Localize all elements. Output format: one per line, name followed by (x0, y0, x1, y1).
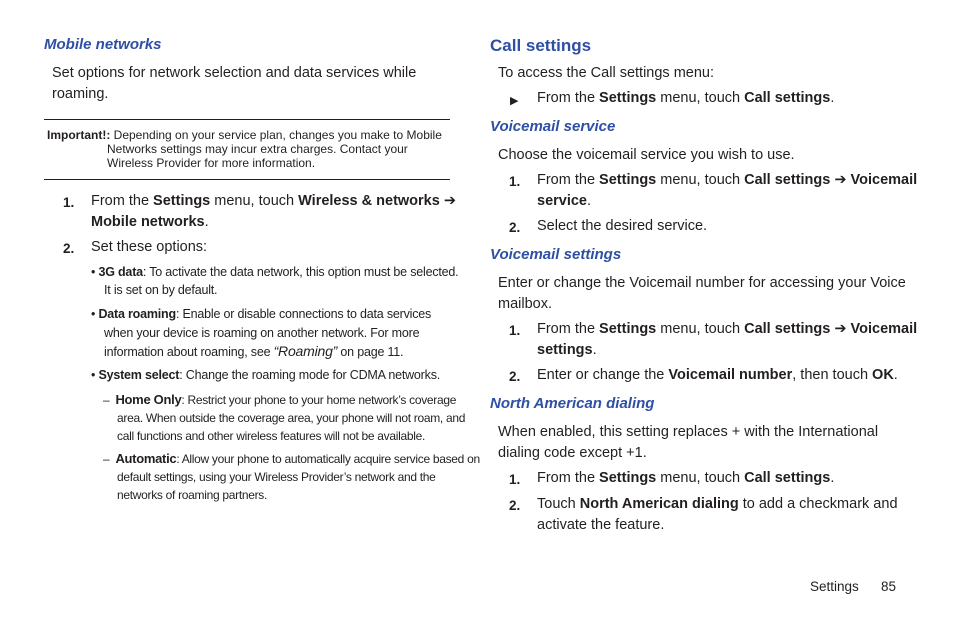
vm-settings-step-1-line-1: From the Settings menu, touch Call settings ➔ Voicemail (537, 321, 918, 337)
na-dialing-step-2-line-2: activate the feature. (537, 517, 665, 533)
sub-automatic-line-3: networks of roaming partners. (117, 488, 268, 502)
bullet-data-roaming: • Data roaming: Enable or disable connections to data services (91, 307, 432, 321)
na-dialing-intro-line-1: When enabled, this setting replaces + with the International (498, 424, 879, 440)
call-settings-access-text: To access the Call settings menu: (498, 65, 714, 81)
step-number: 1. (509, 174, 521, 189)
step-number: 2. (63, 241, 75, 256)
sub-home-only: – Home Only: Restrict your phone to your home network’s coverage (103, 392, 457, 407)
page-number: 85 (881, 579, 897, 594)
important-line-2: Networks settings may incur extra charges. Contact your (107, 142, 408, 156)
vm-service-step-2: Select the desired service. (537, 218, 708, 234)
bullet-data-roaming-line-2: when your device is roaming on another network. For more (104, 326, 420, 340)
important-line-3: Wireless Provider for more information. (107, 156, 316, 170)
step-number: 1. (509, 472, 521, 487)
step-number: 2. (509, 220, 521, 235)
step-1-line-2: Mobile networks. (91, 214, 209, 230)
bullet-system-select: • System select: Change the roaming mode for CDMA networks. (91, 368, 441, 382)
step-2-text: Set these options: (91, 239, 208, 255)
step-1-line-1: From the Settings menu, touch Wireless & networks ➔ (91, 193, 456, 209)
footer-section-name: Settings (810, 579, 859, 594)
step-number: 1. (509, 323, 521, 338)
important-note: Important!: Depending on your service plan, changes you make to Mobile (47, 128, 442, 142)
na-dialing-step-1: From the Settings menu, touch Call settings. (537, 470, 835, 486)
na-dialing-intro-line-2: dialing code except +1. (498, 445, 647, 461)
roaming-reference-link: “Roaming” (273, 343, 338, 359)
vm-service-step-1-line-1: From the Settings menu, touch Call settings ➔ Voicemail (537, 172, 918, 188)
step-number: 1. (63, 195, 75, 210)
voicemail-settings-intro-line-2: mailbox. (498, 296, 552, 312)
vm-service-step-1-line-2: service. (537, 193, 592, 209)
bullet-3g-data-line-2: It is set on by default. (104, 283, 218, 297)
vm-settings-step-1-line-2: settings. (537, 342, 597, 358)
voicemail-service-intro: Choose the voicemail service you wish to use. (498, 147, 795, 163)
sub-home-only-line-2: area. When outside the coverage area, your phone will not roam, and (117, 411, 466, 425)
section-title-north-american-dialing: North American dialing (490, 395, 655, 412)
triangle-bullet-icon: ▶ (510, 95, 519, 107)
section-title-voicemail-service: Voicemail service (490, 118, 616, 135)
sub-home-only-line-3: call functions and other wireless features will not be available. (117, 429, 426, 443)
important-label: Important!: (47, 128, 111, 142)
step-number: 2. (509, 498, 521, 513)
access-step: From the Settings menu, touch Call settings. (537, 90, 835, 106)
voicemail-settings-intro-line-1: Enter or change the Voicemail number for accessing your Voice (498, 275, 906, 291)
important-bottom-rule (44, 179, 450, 180)
vm-settings-step-2: Enter or change the Voicemail number, then touch OK. (537, 367, 898, 383)
bullet-3g-data: • 3G data: To activate the data network, this option must be selected. (91, 265, 459, 279)
sub-automatic-line-2: default settings, using your Wireless Provider’s network and the (117, 470, 436, 484)
na-dialing-step-2-line-1: Touch North American dialing to add a checkmark and (537, 496, 898, 512)
section-title-mobile-networks: Mobile networks (44, 36, 162, 53)
important-top-rule (44, 119, 450, 120)
sub-automatic: – Automatic: Allow your phone to automatically acquire service based on (103, 451, 480, 466)
mobile-networks-intro: Set options for network selection and data services while roaming. (52, 65, 417, 102)
section-title-voicemail-settings: Voicemail settings (490, 246, 622, 263)
bullet-data-roaming-line-3: information about roaming, see “Roaming” on page 11. (104, 343, 404, 359)
page-title-call-settings: Call settings (490, 36, 592, 55)
step-number: 2. (509, 369, 521, 384)
